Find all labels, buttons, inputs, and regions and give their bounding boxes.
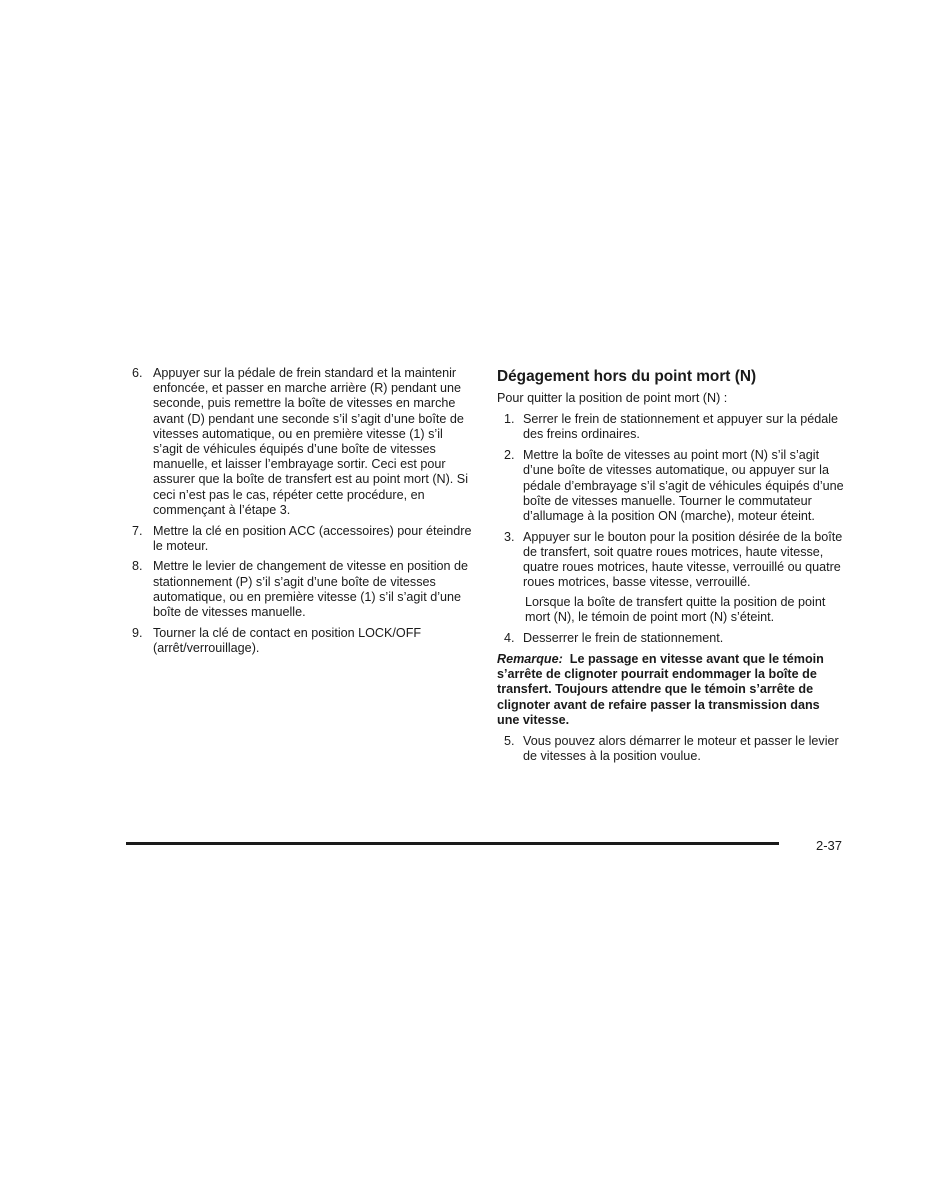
step-number: 6. — [132, 366, 143, 380]
step-number: 2. — [504, 448, 515, 463]
left-column — [132, 366, 474, 662]
step-text: Appuyer sur le bouton pour la position désirée de la boîte de transfert, soit quatre roues motrices, haute vitesse, quatre roues motrices, haute vitesse, verrouillé ou quatre roues motrices, basse vitesse, verrouillé. — [523, 529, 843, 590]
step-text: Mettre la boîte de vitesses au point mort (N) s’il s’agit d’une boîte de vitesses automatique, ou appuyer sur la pédale d’embrayage s’il s’agit de véhicules équipés d’une boîte de vitesses manuelle. Tourner le commutateur d’allumage à la position ON (marche), moteur éteint. — [523, 448, 844, 523]
step-number: 5. — [504, 734, 515, 749]
step-3-note: Lorsque la boîte de transfert quitte la position de point mort (N), le témoin de point mort (N) s’éteint. — [525, 594, 826, 625]
remark-note — [497, 652, 845, 728]
step-8 — [132, 559, 474, 620]
remark-label: Remarque: — [497, 652, 563, 667]
right-column — [497, 366, 845, 770]
step-number: 4. — [504, 631, 515, 646]
step-1 — [497, 412, 845, 442]
page-number: 2-37 — [816, 838, 843, 853]
step-2 — [497, 448, 845, 524]
step-text: Appuyer sur la pédale de frein standard et la maintenir enfoncée, et passer en marche arrière (R) pendant une seconde, puis remettre la boîte de vitesses en marche avant (D) pendant une seconde s’il s’agit d’une boîte de vitesses automatique, ou en première vitesse (1) s’il s’agit de véhicules équipés d’une boîte de vitesses manuelle, et laisser l’embrayage sortir. Ceci est pour assurer que la boîte de transfert est au point mort (N). Si ceci n’est pas le cas, répéter cette procédure, en commençant à l’étape 3. — [153, 366, 468, 517]
step-text: Mettre le levier de changement de vitesse en position de stationnement (P) s’il s’agit d’une boîte de vitesses automatique, ou en première vitesse (1) s’il s’agit d’une boîte de vitesses manuelle. — [153, 559, 469, 620]
right-step-list-b — [497, 631, 845, 646]
step-text: Tourner la clé de contact en position LOCK/OFF (arrêt/verrouillage). — [153, 625, 422, 655]
step-9 — [132, 626, 474, 656]
step-text: Serrer le frein de stationnement et appuyer sur la pédale des freins ordinaires. — [523, 412, 839, 442]
step-3 — [497, 530, 845, 591]
step-number: 8. — [132, 559, 143, 574]
step-text: Mettre la clé en position ACC (accessoires) pour éteindre le moteur. — [153, 523, 472, 553]
step-7 — [132, 524, 474, 554]
section-heading: Dégagement hors du point mort (N) — [497, 368, 757, 385]
right-step-list-c — [497, 734, 845, 764]
step-text: Desserrer le frein de stationnement. — [523, 631, 724, 646]
step-number: 3. — [504, 529, 515, 544]
left-step-list — [132, 366, 474, 656]
step-5 — [497, 734, 845, 764]
footer-rule — [126, 842, 779, 845]
step-6 — [132, 366, 474, 518]
step-number: 1. — [504, 412, 515, 427]
right-step-list-a — [497, 412, 845, 590]
step-4 — [497, 631, 845, 646]
section-intro: Pour quitter la position de point mort (N) : — [497, 391, 728, 405]
step-number: 9. — [132, 625, 143, 640]
step-text: Vous pouvez alors démarrer le moteur et passer le levier de vitesses à la position voulue. — [523, 734, 839, 764]
step-number: 7. — [132, 523, 143, 538]
remark-text: Le passage en vitesse avant que le témoin s’arrête de clignoter pourrait endommager la boîte de transfert. Toujours attendre que le témoin s’arrête de clignoter avant de refaire passer la transmission dans une vitesse. — [497, 652, 824, 727]
